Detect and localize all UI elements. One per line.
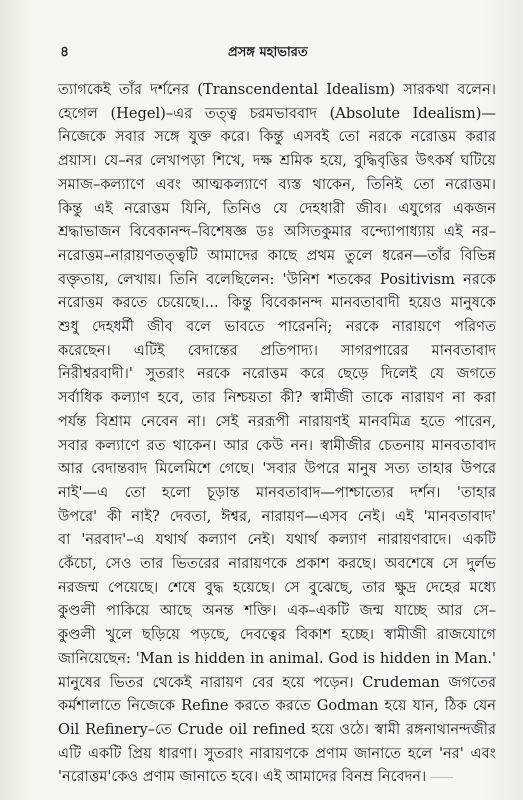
text-line: বক্তৃতায়, লেখায়। তিনি বলেছিলেন: 'উনিশ শতকের Positivism নরকে: [58, 270, 496, 288]
text-line: কর্মশালাতে নিজেকে Refine করতে করতে Godman হয়ে যান, ঠিক যেন: [58, 697, 496, 715]
page-number: ৪: [60, 44, 70, 60]
text-line: নিরীশ্বরবাদী।' সুতরাং নরকে নরোত্তম করে ছেড়ে দিলেই যে জগতে: [58, 365, 496, 383]
text-line: সমাজ–কল্যাণে এবং আত্মকল্যাণে ব্যস্ত থাকেন, তিনিই তো নরোত্তম।: [58, 175, 496, 193]
text-line: সর্বাধিক কল্যাণ হবে, তার নিশ্চয়তা কী? স্বামীজী তাকে নারায়ণ না করা: [58, 389, 496, 407]
text-line: বা 'নরবাদ'–এ যথার্থ কল্যাণ নেই। যথার্থ কল্যাণ নারায়ণবাদে। একটি: [58, 531, 496, 549]
text-line: পর্যন্ত বিশ্রাম নেবেন না। সেই নররূপী নারায়ণই মানবমিত্র হতে পারেন,: [58, 412, 496, 430]
text-line: মানুষের ভিতর থেকেই নারায়ণ বের হয়ে পড়েন। Crudeman জগতের: [58, 673, 496, 691]
text-line: নরোত্তম করতে চেয়েছে।... কিন্তু বিবেকানন্দ মানবতাবাদী হয়েও মানুষকে: [58, 294, 496, 312]
page-header: [60, 40, 483, 64]
text-line: কিন্তু এই নরোত্তম যিনি, তিনিও যে দেহধারী জীব। এযুগের একজন: [58, 199, 496, 217]
text-line: কুণ্ডলী খুলে ছড়িয়ে পড়ছে, দেবত্বের বিকাশ হচ্ছে। স্বামীজী রাজযোগে: [58, 626, 496, 644]
text-line: নরজন্ম পেয়েছে। শেষে বুদ্ধ হয়েছে। সে বুঝেছে, তার ক্ষুদ্র দেহের মধ্যে: [58, 578, 496, 596]
text-line: জানিয়েছেন: 'Man is hidden in animal. God is hidden in Man.': [58, 649, 496, 667]
text-line: নিজেকে সবার সঙ্গে যুক্ত করে। কিন্তু এসবই তো নরকে নরোত্তম করার: [58, 128, 496, 146]
body-text: [58, 78, 496, 789]
text-line: শুধু দেহধর্মী জীব বলে ভাবতে পারেননি; নরকে নারায়ণে পরিণত: [58, 318, 496, 336]
text-line: ত্যাগকেই তাঁর দর্শনের (Transcendental Idealism) সারকথা বলেন।: [58, 81, 496, 98]
text-line: নরোত্তম–নারায়ণতত্ত্বটি আমাদের কাছে প্রথম তুলে ধরেন—তাঁর বিভিন্ন: [58, 246, 496, 264]
text-line: সবার কল্যাণে রত থাকেন। আর কেউ নন। স্বামীজীর চেতনায় মানবতাবাদ: [58, 436, 496, 454]
text-line: হেগেল (Hegel)–এর তত্ত্ব চরমভাববাদ (Absolute Idealism)—: [58, 104, 496, 122]
text-line: এটি একটি প্রিয় ধারণা। সুতরাং নারায়ণকে প্রণাম জানাতে হলে 'নর' এবং: [58, 744, 496, 762]
text-line: কেঁচো, সেও তার ভিতরের নারায়ণকে প্রকাশ করছে। অবশেষে সে দুর্লভ: [58, 555, 496, 573]
text-line: উপরে' কী নাই? দেবতা, ঈশ্বর, নারায়ণ—এসব নেই। এই 'মানবতাবাদ': [58, 507, 496, 525]
text-line: শ্রদ্ধাভাজন বিবেকানন্দ–বিশেষজ্ঞ ডঃ অসিতকুমার বন্দ্যোপাধ্যায় এই নর–: [58, 223, 496, 241]
page-mark: [431, 767, 453, 778]
text-line: আর বেদান্তবাদ মিলেমিশে গেছে। 'সবার উপরে মানুষ সত্য তাহার উপরে: [58, 460, 496, 478]
text-line: নাই'—এ তো হলো চূড়ান্ত মানবতাবাদ—পাশ্চাত্যের দর্শন। 'তাহার: [58, 483, 496, 501]
text-line: 'নরোত্তম'কেও প্রণাম জানাতে হবে। এই আমাদের বিনম্র নিবেদন।: [58, 768, 427, 786]
text-line: প্রয়াস। যে–নর লেখাপড়া শিখে, দক্ষ শ্রমিক হয়ে, বুদ্ধিবৃত্তির উৎকর্ষ ঘটিয়ে: [58, 152, 496, 170]
text-line: কুণ্ডলী পাকিয়ে আছে অনন্ত শক্তি। এক–একটি জন্ম যাচ্ছে আর সে–: [58, 602, 496, 620]
running-title: প্রসঙ্গ মহাভারত: [228, 45, 308, 60]
text-line: Oil Refinery–তে Crude oil refined হয়ে ওঠে। স্বামী রঙ্গনাথানন্দজীর: [58, 720, 496, 738]
text-line: করেছেন। এটিই বেদান্তের প্রতিপাদ্য। সাগরপারের মানবতাবাদ: [58, 341, 496, 359]
